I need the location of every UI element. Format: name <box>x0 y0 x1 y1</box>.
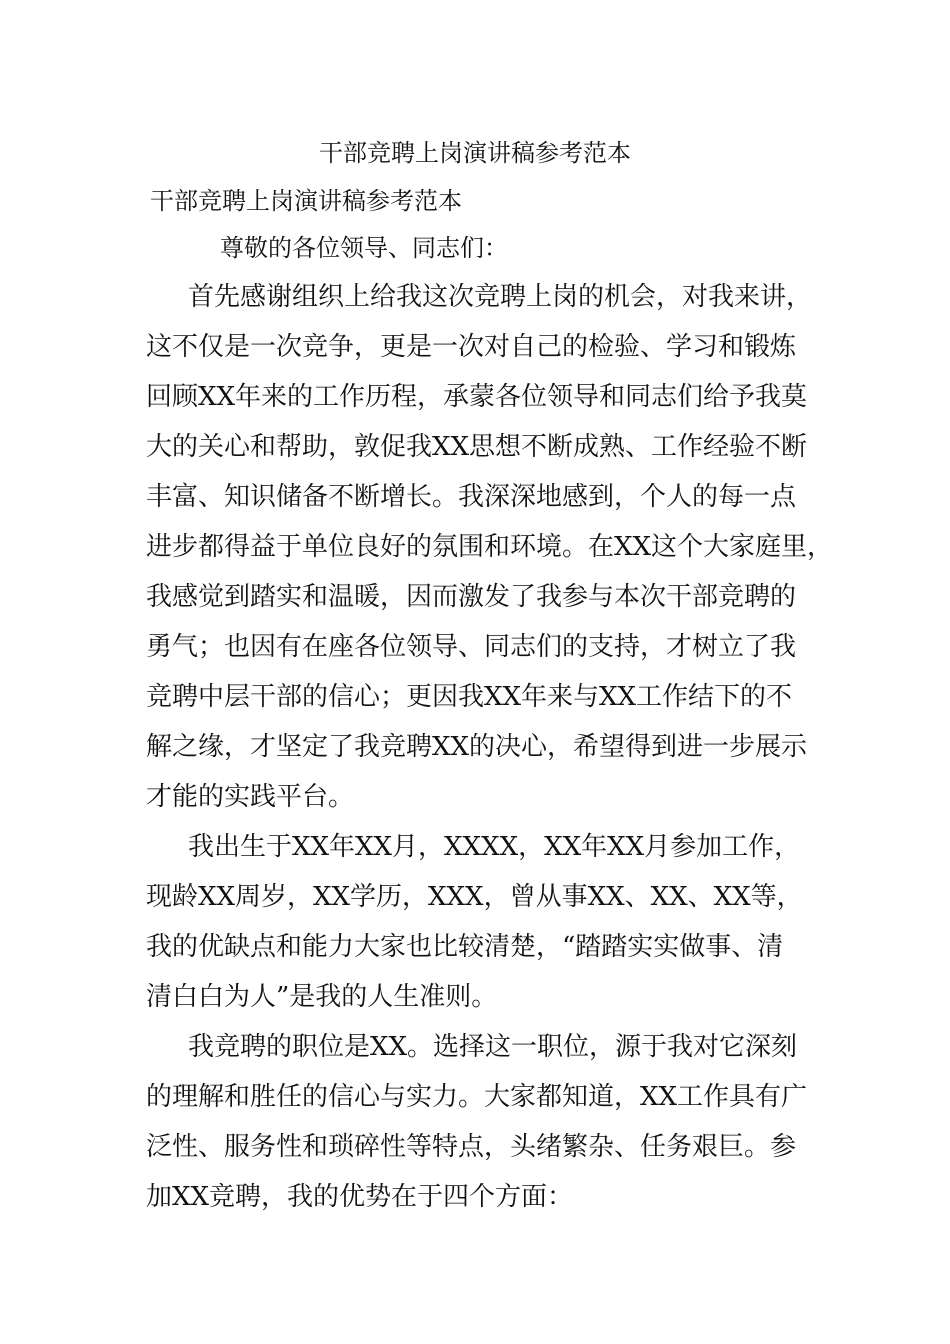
paragraph-line: 清白白为人”是我的人生准则。 <box>146 982 498 1012</box>
paragraph-line: 首先感谢组织上给我这次竞聘上岗的机会，对我来讲， <box>188 282 813 312</box>
paragraph-line: 才能的实践平台。 <box>146 782 355 812</box>
document-title: 干部竞聘上岗演讲稿参考范本 <box>319 139 631 167</box>
salutation: 尊敬的各位领导、同志们： <box>220 234 508 262</box>
paragraph-line: 这不仅是一次竞争，更是一次对自己的检验、学习和锻炼 <box>146 332 797 362</box>
paragraph-line: 我的优缺点和能力大家也比较清楚，“踏踏实实做事、清 <box>146 932 784 962</box>
paragraph-line: 我感觉到踏实和温暖，因而激发了我参与本次干部竞聘的 <box>146 582 797 612</box>
paragraph-2 <box>146 822 818 1022</box>
paragraph-line: 我出生于XX年XX月，XXXX，XX年XX月参加工作， <box>188 832 801 862</box>
paragraph-line: 现龄XX周岁，XX学历，XXX，曾从事XX、XX、XX等， <box>146 882 803 912</box>
document-subtitle: 干部竞聘上岗演讲稿参考范本 <box>150 187 462 215</box>
paragraph-line: 竞聘中层干部的信心；更因我XX年来与XX工作结下的不 <box>146 682 793 712</box>
paragraph-line: 我竞聘的职位是XX。选择这一职位，源于我对它深刻 <box>188 1032 798 1062</box>
paragraph-line: 加XX竞聘，我的优势在于四个方面： <box>146 1182 574 1212</box>
paragraph-3 <box>146 1022 818 1222</box>
paragraph-line: 泛性、服务性和琐碎性等特点，头绪繁杂、任务艰巨。参 <box>146 1132 797 1162</box>
paragraph-line: 回顾XX年来的工作历程，承蒙各位领导和同志们给予我莫 <box>146 382 808 412</box>
paragraph-1 <box>146 272 834 822</box>
paragraph-line: 的理解和胜任的信心与实力。大家都知道，XX工作具有广 <box>146 1082 808 1112</box>
paragraph-line: 进步都得益于单位良好的氛围和环境。在XX这个大家庭里， <box>146 532 834 562</box>
paragraph-line: 解之缘，才坚定了我竞聘XX的决心，希望得到进一步展示 <box>146 732 808 762</box>
paragraph-line: 大的关心和帮助，敦促我XX思想不断成熟、工作经验不断 <box>146 432 808 462</box>
paragraph-line: 丰富、知识储备不断增长。我深深地感到，个人的每一点 <box>146 482 797 512</box>
paragraph-line: 勇气；也因有在座各位领导、同志们的支持，才树立了我 <box>146 632 797 662</box>
